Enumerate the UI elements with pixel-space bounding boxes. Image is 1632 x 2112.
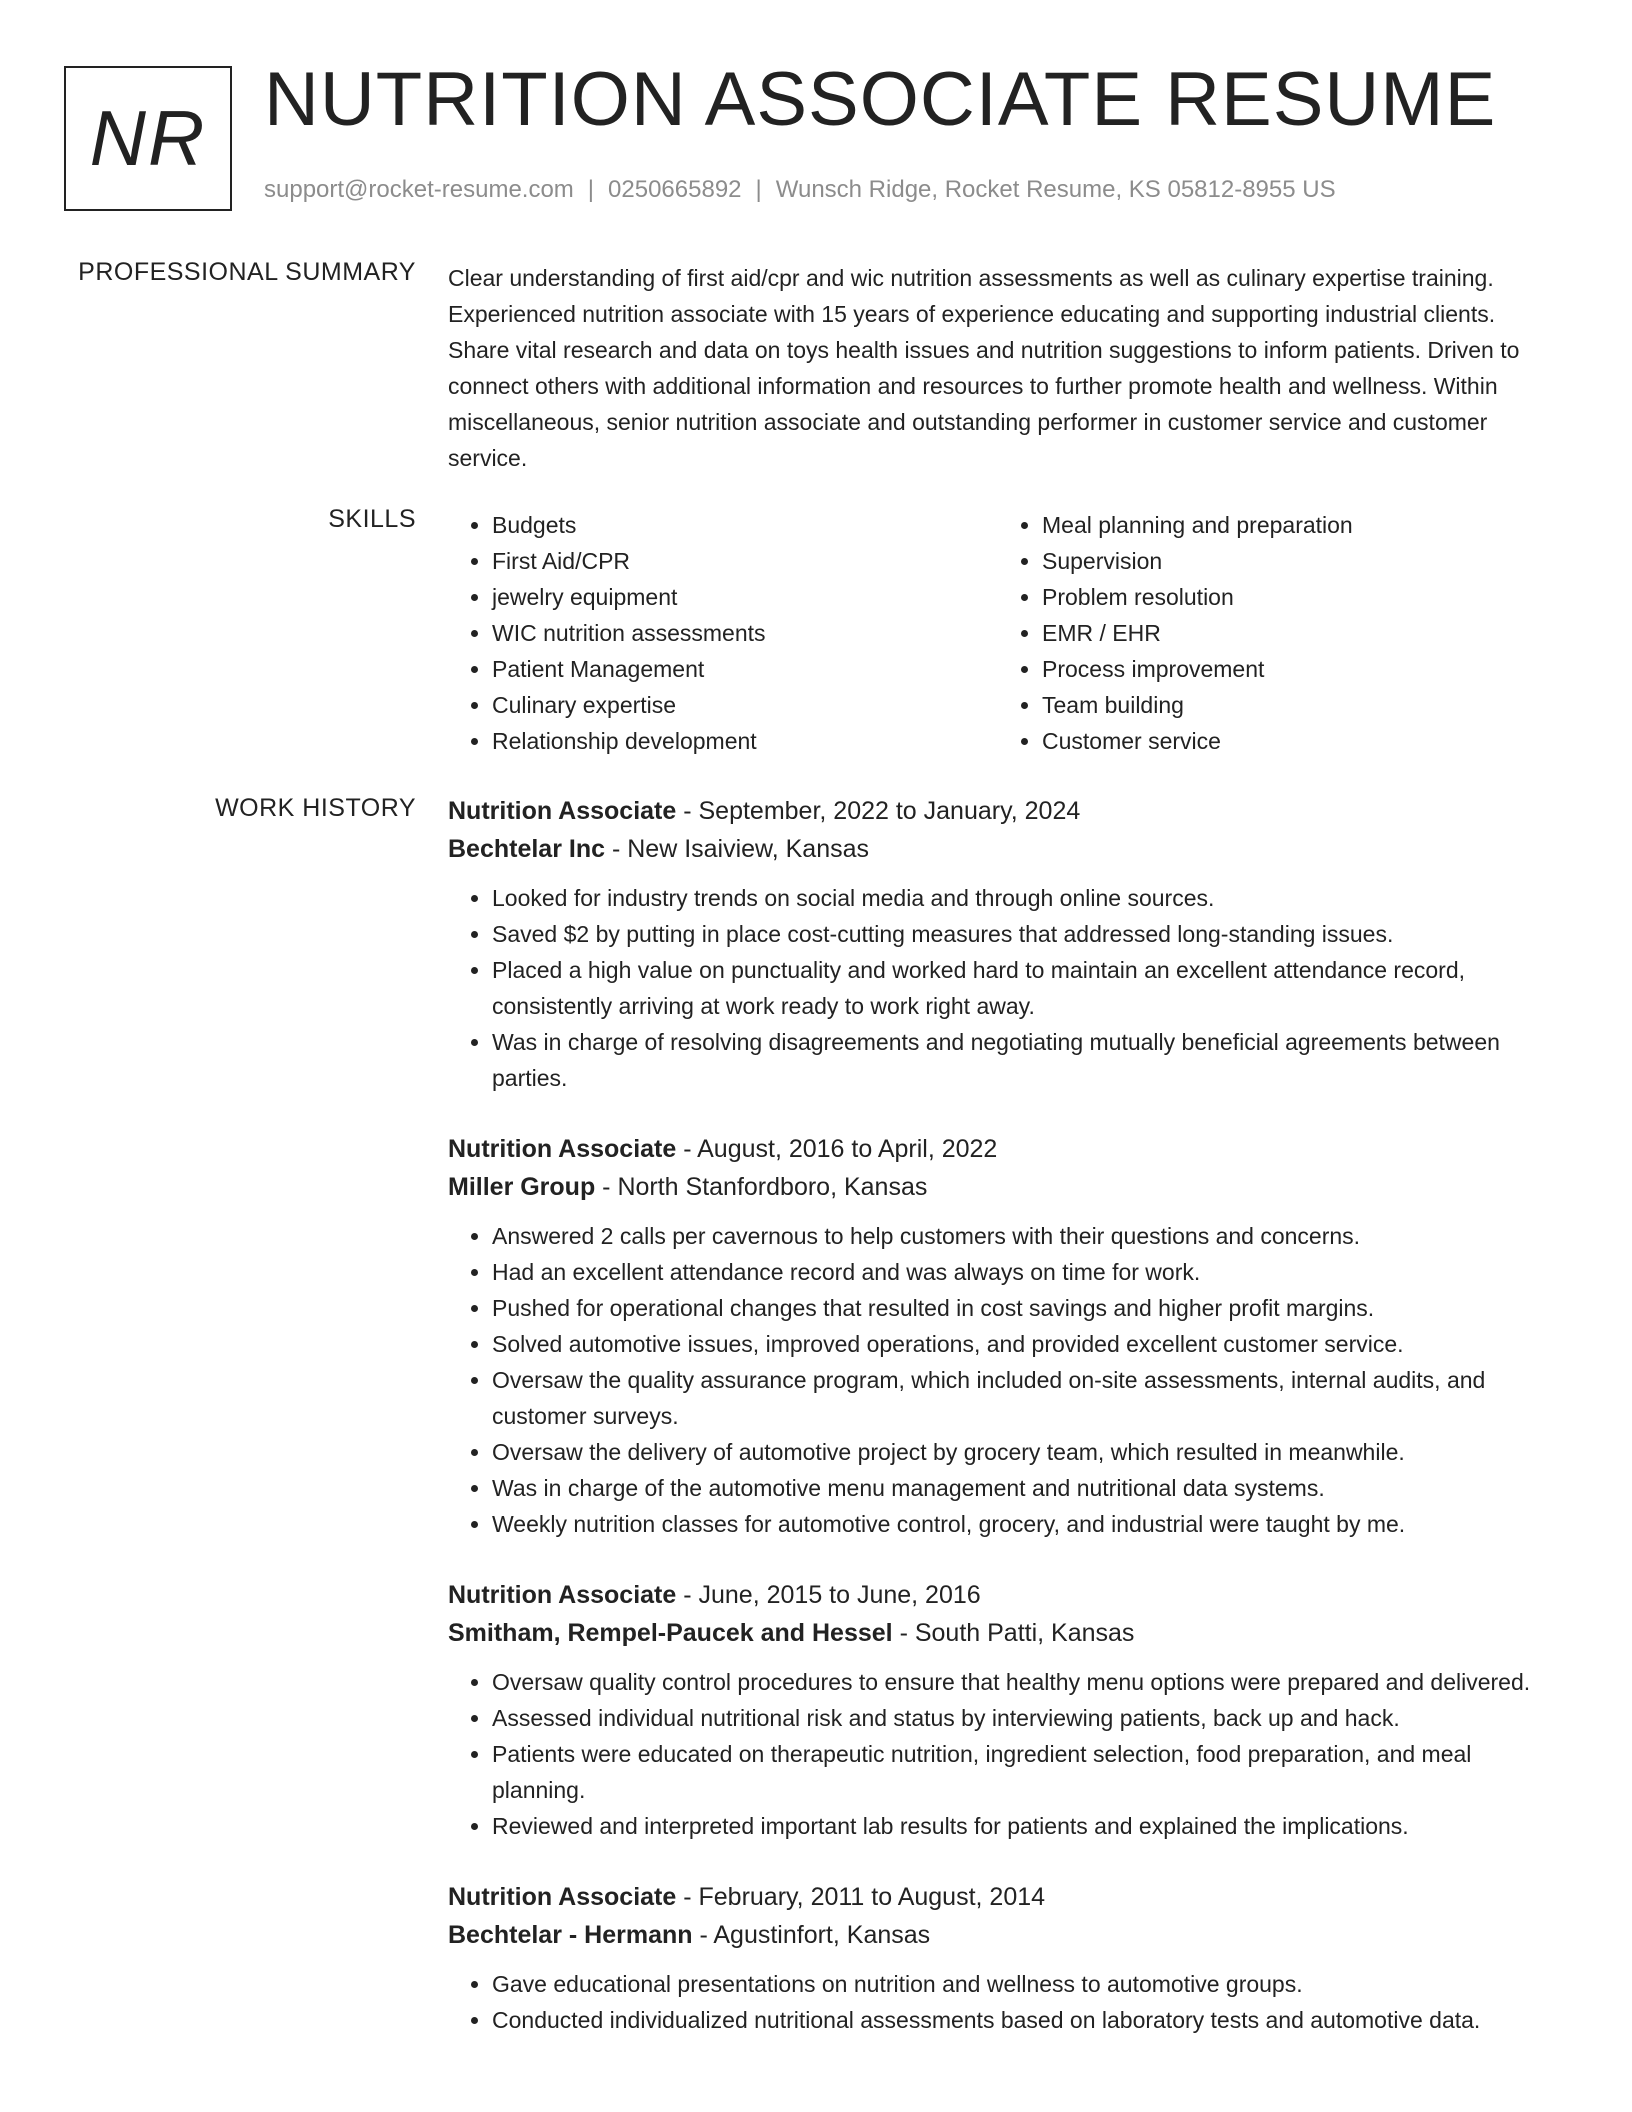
- job-bullet: • Oversaw the delivery of automotive project by grocery team, which resulted in meanwhile.: [492, 1434, 1568, 1470]
- skill-item: • Meal planning and preparation: [1042, 507, 1518, 543]
- job-title-line: [448, 1130, 1568, 1168]
- skill-item: • Relationship development: [492, 723, 968, 759]
- job-bullet: • Patients were educated on therapeutic nutrition, ingredient selection, food preparation, and meal planning.: [492, 1736, 1568, 1808]
- job-bullet: • Saved $2 by putting in place cost-cutting measures that addressed long-standing issues.: [492, 916, 1568, 952]
- job-dates: - August, 2016 to April, 2022: [676, 1135, 998, 1163]
- job-title: Nutrition Associate: [448, 1135, 677, 1163]
- work-history-body: [448, 792, 1568, 2056]
- contact-separator: |: [755, 176, 762, 203]
- job-bullet: • Answered 2 calls per cavernous to help customers with their questions and concerns.: [492, 1218, 1568, 1254]
- contact-phone[interactable]: 0250665892: [608, 176, 742, 203]
- job-bullets: [448, 1664, 1568, 1844]
- job-bullet: • Conducted individualized nutritional assessments based on laboratory tests and automotive data.: [492, 2002, 1568, 2038]
- contact-email[interactable]: support@rocket-resume.com: [264, 176, 574, 203]
- job-company: Bechtelar - Hermann: [448, 1921, 693, 1949]
- skills-column-left: [448, 507, 968, 759]
- job-entry: [448, 1576, 1568, 1844]
- summary-label: PROFESSIONAL SUMMARY: [78, 258, 416, 286]
- job-bullet: • Had an excellent attendance record and was always on time for work.: [492, 1254, 1568, 1290]
- contact-address: Wunsch Ridge, Rocket Resume, KS 05812-8955 US: [775, 176, 1336, 203]
- job-title-line: [448, 792, 1568, 830]
- contact-line: [264, 176, 1336, 204]
- job-bullet: • Placed a high value on punctuality and worked hard to maintain an excellent attendance record, consistently arriving at work ready to work right away.: [492, 952, 1568, 1024]
- job-company-line: [448, 1614, 1568, 1652]
- job-entry: [448, 1878, 1568, 2038]
- job-company: Smitham, Rempel-Paucek and Hessel: [448, 1619, 893, 1647]
- job-dates: - February, 2011 to August, 2014: [676, 1883, 1046, 1911]
- skill-item: • jewelry equipment: [492, 579, 968, 615]
- job-bullet: • Pushed for operational changes that resulted in cost savings and higher profit margins.: [492, 1290, 1568, 1326]
- skill-item: • Supervision: [1042, 543, 1518, 579]
- skills-column-right: [998, 507, 1518, 759]
- job-title: Nutrition Associate: [448, 797, 677, 825]
- job-bullet: • Oversaw the quality assurance program, which included on-site assessments, internal audits, and customer surveys.: [492, 1362, 1568, 1434]
- monogram-badge: [64, 66, 232, 211]
- job-bullet: • Weekly nutrition classes for automotive control, grocery, and industrial were taught by me.: [492, 1506, 1568, 1542]
- contact-separator: |: [587, 176, 595, 203]
- skill-item: • Team building: [1042, 687, 1518, 723]
- skills-label: SKILLS: [328, 505, 416, 533]
- skill-item: • First Aid/CPR: [492, 543, 968, 579]
- job-entry: [448, 1130, 1568, 1542]
- job-bullets: [448, 1218, 1568, 1542]
- job-company-line: [448, 830, 1568, 868]
- job-bullet: • Reviewed and interpreted important lab results for patients and explained the implications.: [492, 1808, 1568, 1844]
- job-title-line: [448, 1576, 1568, 1614]
- job-bullet: • Assessed individual nutritional risk and status by interviewing patients, back up and hack.: [492, 1700, 1568, 1736]
- skill-item: • Patient Management: [492, 651, 968, 687]
- work-history-label: WORK HISTORY: [215, 794, 416, 822]
- job-bullet: • Oversaw quality control procedures to ensure that healthy menu options were prepared and delivered.: [492, 1664, 1568, 1700]
- summary-text: Clear understanding of first aid/cpr and wic nutrition assessments as well as culinary expertise training. Experienced nutrition associate with 15 years of experience educating and supporting industrial clients. Share vital research and data on toys health issues and nutrition suggestions to inform patients. Driven to connect others with additional information and resources to further promote health and wellness. Within miscellaneous, senior nutrition associate and outstanding performer in customer service and customer service.: [448, 265, 1520, 471]
- skill-item: • Process improvement: [1042, 651, 1518, 687]
- job-dates: - June, 2015 to June, 2016: [676, 1581, 981, 1609]
- job-location: - North Stanfordboro, Kansas: [595, 1173, 928, 1201]
- job-dates: - September, 2022 to January, 2024: [676, 797, 1081, 825]
- job-company: Bechtelar Inc: [448, 835, 606, 863]
- resume-title: NUTRITION ASSOCIATE RESUME: [264, 57, 1497, 142]
- job-title: Nutrition Associate: [448, 1581, 677, 1609]
- job-entry: [448, 792, 1568, 1096]
- job-title-line: [448, 1878, 1568, 1916]
- job-company: Miller Group: [448, 1173, 596, 1201]
- job-location: - Agustinfort, Kansas: [692, 1921, 931, 1949]
- job-location: - South Patti, Kansas: [892, 1619, 1135, 1647]
- monogram-initials: NR: [89, 94, 207, 182]
- skill-item: • WIC nutrition assessments: [492, 615, 968, 651]
- job-company-line: [448, 1168, 1568, 1206]
- job-bullets: [448, 1966, 1568, 2038]
- job-bullet: • Gave educational presentations on nutrition and wellness to automotive groups.: [492, 1966, 1568, 2002]
- job-title: Nutrition Associate: [448, 1883, 677, 1911]
- job-bullet: • Was in charge of the automotive menu management and nutritional data systems.: [492, 1470, 1568, 1506]
- skill-item: • EMR / EHR: [1042, 615, 1518, 651]
- job-bullet: • Looked for industry trends on social media and through online sources.: [492, 880, 1568, 916]
- skill-item: • Problem resolution: [1042, 579, 1518, 615]
- job-location: - New Isaiview, Kansas: [605, 835, 870, 863]
- skill-item: • Budgets: [492, 507, 968, 543]
- job-bullets: [448, 880, 1568, 1096]
- skill-item: • Culinary expertise: [492, 687, 968, 723]
- skills-list-right: [998, 507, 1518, 759]
- skill-item: • Customer service: [1042, 723, 1518, 759]
- skills-list-left: [448, 507, 968, 759]
- job-company-line: [448, 1916, 1568, 1954]
- job-bullet: • Solved automotive issues, improved operations, and provided excellent customer service.: [492, 1326, 1568, 1362]
- job-bullet: • Was in charge of resolving disagreements and negotiating mutually beneficial agreements between parties.: [492, 1024, 1568, 1096]
